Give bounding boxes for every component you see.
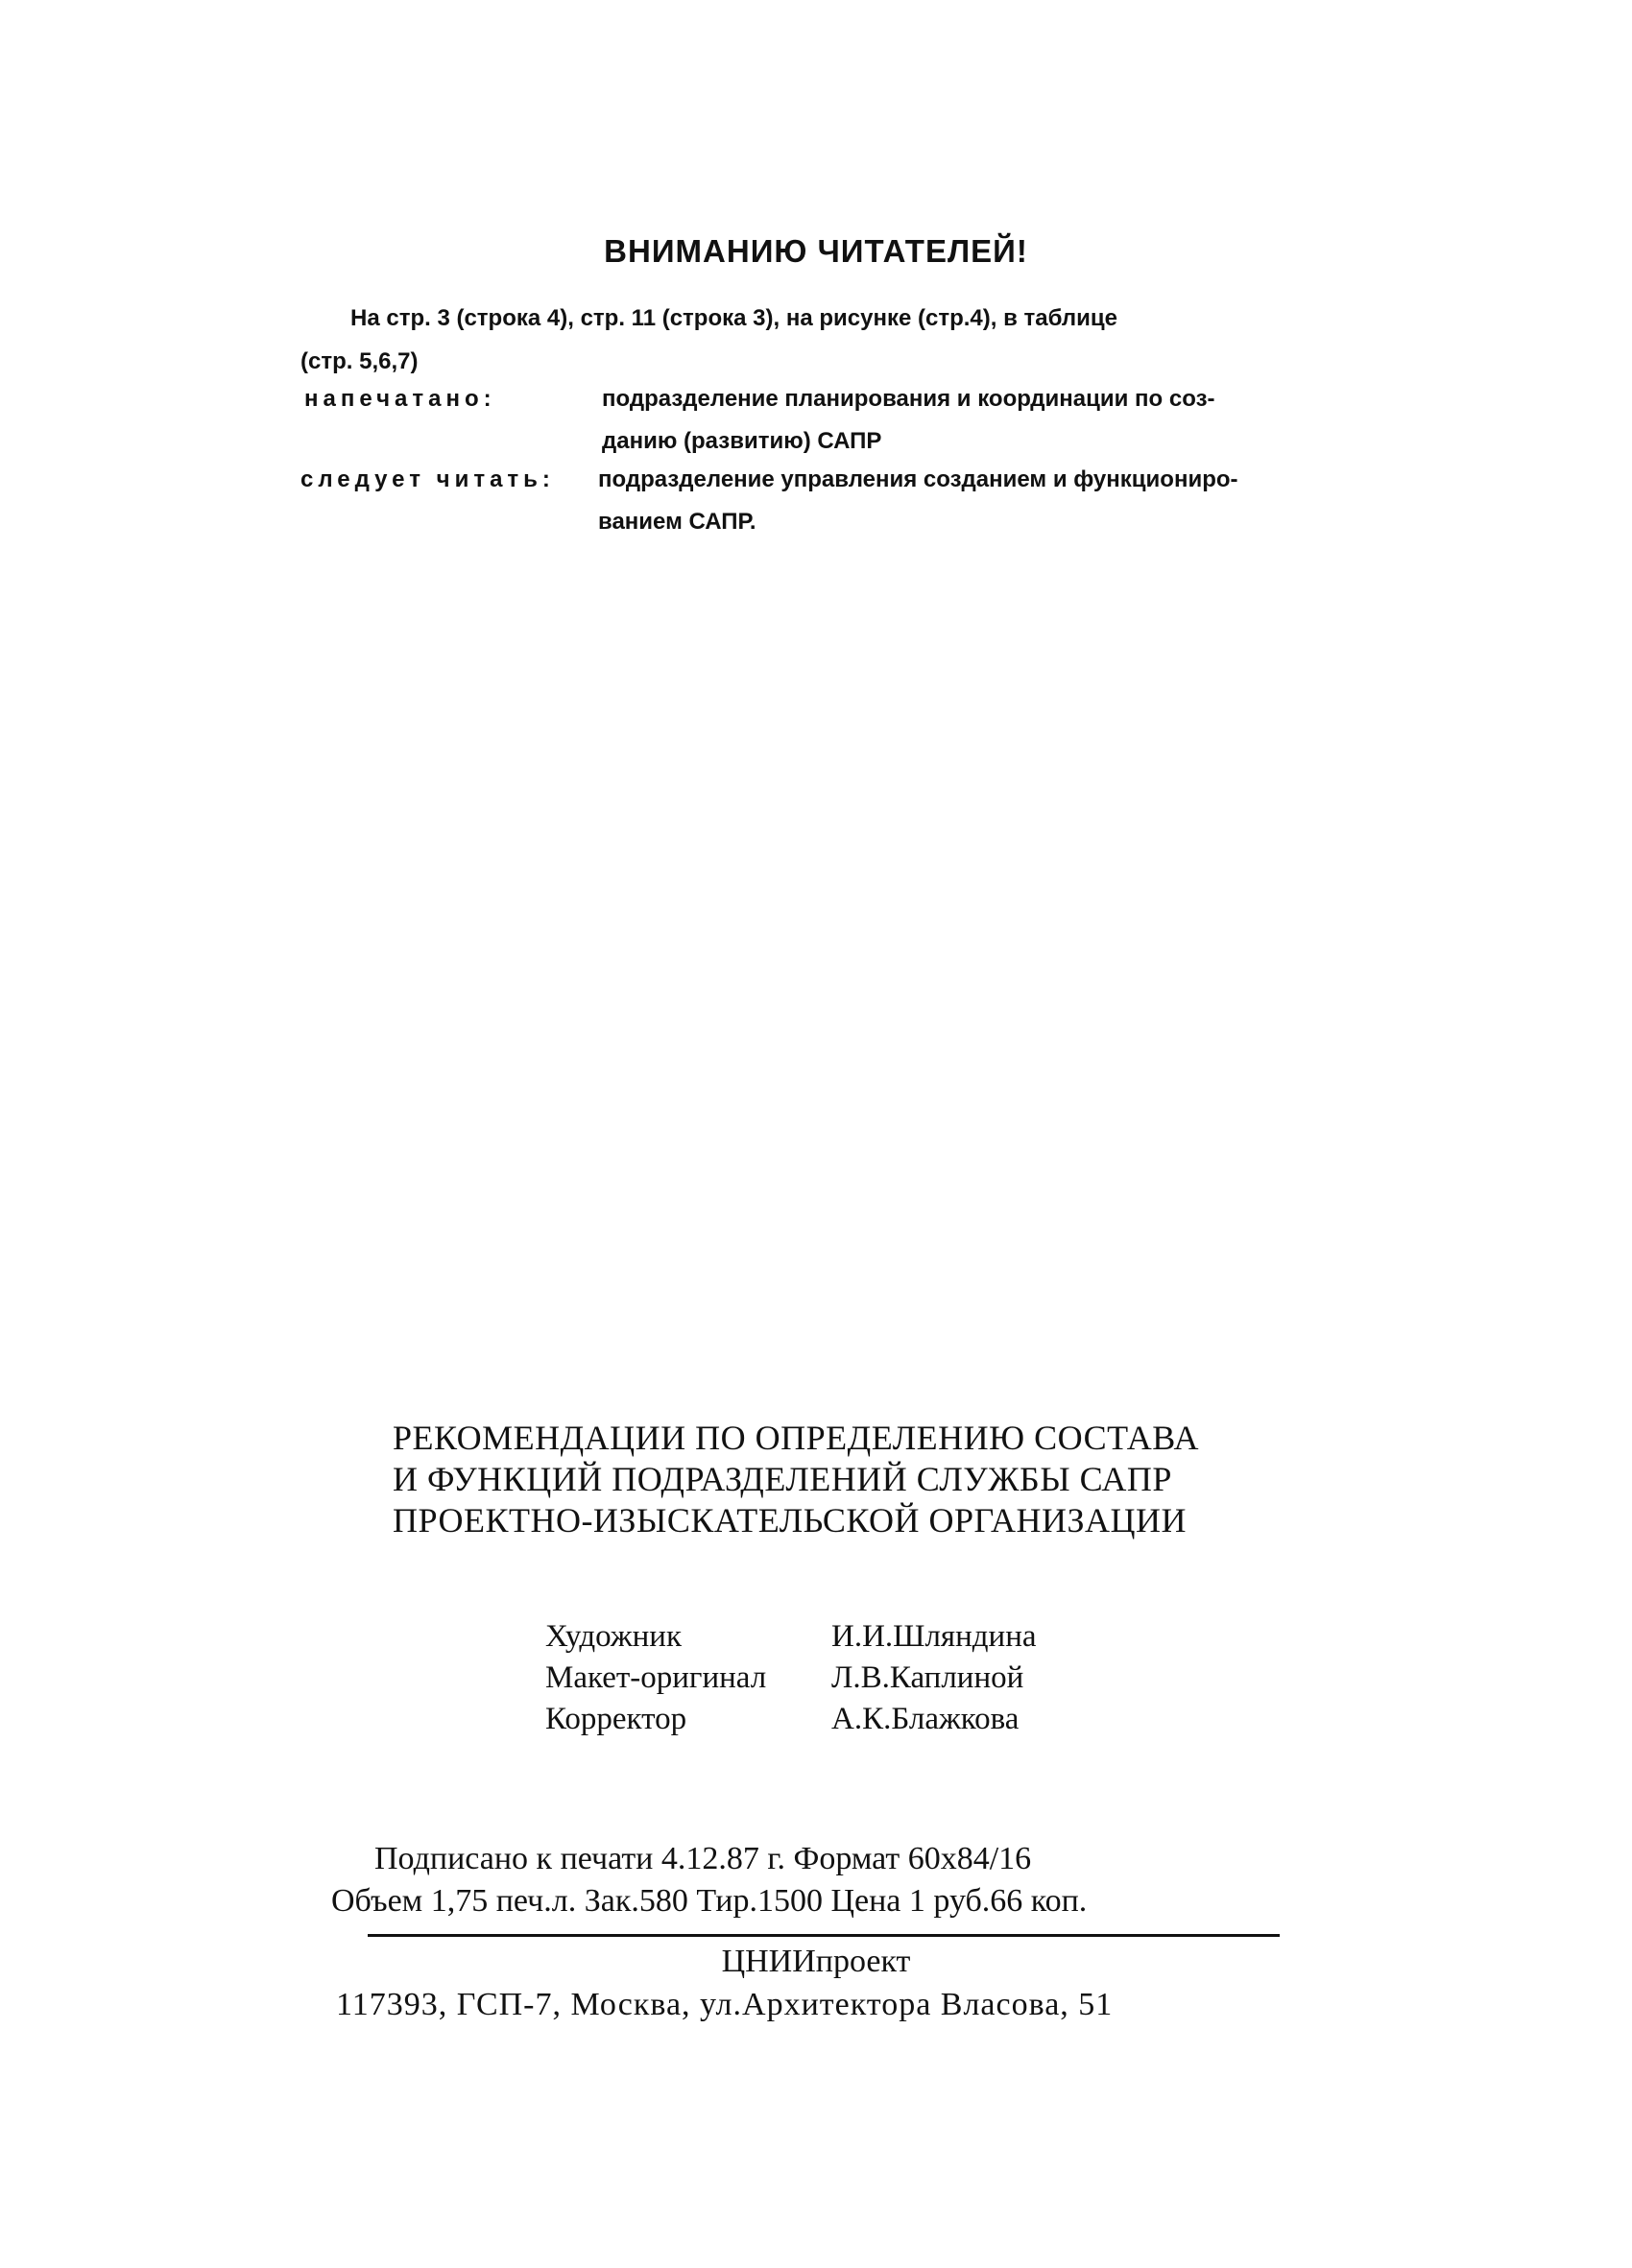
publisher-address: 117393, ГСП-7, Москва, ул.Архитектора Власова, 51 [336, 1987, 1114, 2022]
credit-role: Художник [545, 1619, 682, 1654]
printed-label: напечатано: [304, 386, 496, 412]
publisher-name: ЦНИИпроект [721, 1944, 911, 1979]
main-title-line3: ПРОЕКТНО-ИЗЫСКАТЕЛЬСКОЙ ОРГАНИЗАЦИИ [393, 1501, 1187, 1540]
credit-name: Л.В.Каплиной [831, 1660, 1024, 1695]
read-text-line1: подразделение управления созданием и функциониро- [598, 466, 1238, 492]
read-text-line2: ванием САПР. [598, 509, 756, 535]
imprint-line1: Подписано к печати 4.12.87 г. Формат 60х84/16 [374, 1841, 1032, 1876]
printed-text-line1: подразделение планирования и координации по соз- [602, 386, 1215, 412]
main-title-line2: И ФУНКЦИЙ ПОДРАЗДЕЛЕНИЙ СЛУЖБЫ САПР [393, 1460, 1172, 1498]
credit-name: И.И.Шляндина [831, 1619, 1037, 1654]
erratum-title: ВНИМАНИЮ ЧИТАТЕЛЕЙ! [604, 233, 1028, 269]
printed-text-line2: данию (развитию) САПР [602, 428, 882, 454]
imprint-divider [368, 1934, 1280, 1937]
read-label: следует читать: [300, 466, 555, 492]
imprint-line2: Объем 1,75 печ.л. Зак.580 Тир.1500 Цена 1 руб.66 коп. [331, 1883, 1088, 1919]
credit-role: Корректор [545, 1702, 687, 1736]
main-title-line1: РЕКОМЕНДАЦИИ ПО ОПРЕДЕЛЕНИЮ СОСТАВА [393, 1419, 1200, 1457]
erratum-intro-line1: На стр. 3 (строка 4), стр. 11 (строка 3), на рисунке (стр.4), в таблице [350, 305, 1117, 331]
erratum-intro-line2: (стр. 5,6,7) [300, 348, 419, 374]
credit-role: Макет-оригинал [545, 1660, 767, 1695]
credit-name: А.К.Блажкова [831, 1702, 1020, 1736]
